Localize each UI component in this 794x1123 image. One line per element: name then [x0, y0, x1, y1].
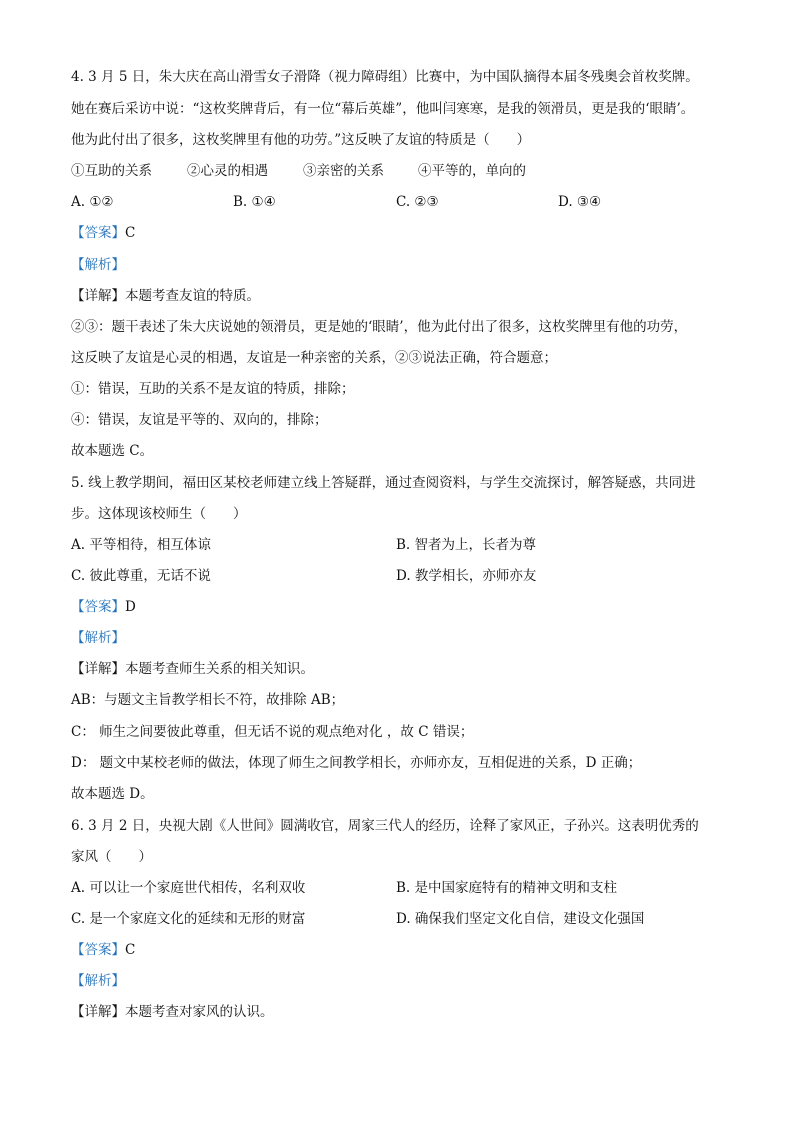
answer-tag: 【答案】 [71, 599, 125, 615]
question-4-detail-line-5: ④：错误，友谊是平等的、双向的，排除； [71, 412, 328, 428]
analysis-tag: 【解析】 [71, 973, 125, 989]
question-4-option-d: D. ③④ [558, 194, 602, 210]
question-5-analysis-tag [71, 628, 731, 648]
question-5-option-b: B. 智者为上，长者为尊 [396, 537, 537, 553]
detail-text: 本题考查友谊的特质。 [125, 288, 260, 304]
detail-tag: 【详解】 [71, 288, 125, 304]
question-4-option-a: A. ①② [71, 194, 114, 210]
question-4-stem-line-1: 4. 3 月 5 日，朱大庆在高山滑雪女子滑降（视力障碍组）比赛中，为中国队摘得本届冬残奥会首枚奖牌。 [71, 69, 699, 85]
question-4-detail-line-4: ①：错误，互助的关系不是友谊的特质，排除； [71, 381, 355, 397]
answer-value: C [125, 942, 136, 958]
question-4-option-c: C. ②③ [396, 194, 439, 210]
question-5-detail-line-3: C： 师生之间要彼此尊重，但无话不说的观点绝对化 ，故 C 错误； [71, 724, 474, 740]
question-4-answer [71, 223, 731, 243]
question-6-option-d: D. 确保我们坚定文化自信，建设文化强国 [396, 911, 645, 927]
question-6-analysis-tag [71, 971, 731, 991]
question-5-option-a: A. 平等相待，相互体谅 [71, 537, 211, 553]
question-5-detail-line-2: AB：与题文主旨教学相长不符，故排除 AB； [71, 692, 345, 708]
detail-text: 本题考查师生关系的相关知识。 [125, 661, 314, 677]
detail-text: 本题考查对家风的认识。 [125, 1004, 274, 1020]
question-4-stem-line-3: 他为此付出了很多，这枚奖牌里有他的功劳。”这反映了友谊的特质是（ ） [71, 132, 531, 148]
question-6-option-b: B. 是中国家庭特有的精神文明和支柱 [396, 880, 618, 896]
answer-tag: 【答案】 [71, 225, 125, 241]
question-4-analysis-tag [71, 255, 731, 275]
answer-value: C [125, 225, 136, 241]
detail-tag: 【详解】 [71, 1004, 125, 1020]
question-5-detail-line-4: D： 题文中某校老师的做法，体现了师生之间教学相长，亦师亦友，互相促进的关系，D 正确； [71, 755, 642, 771]
detail-tag: 【详解】 [71, 661, 125, 677]
analysis-tag: 【解析】 [71, 257, 125, 273]
question-5-option-d: D. 教学相长，亦师亦友 [396, 568, 537, 584]
question-5-option-c: C. 彼此尊重，无话不说 [71, 568, 211, 584]
question-4-statement-1: ①互助的关系 [71, 163, 152, 179]
question-4-statement-3: ③亲密的关系 [303, 163, 384, 179]
question-6-option-c: C. 是一个家庭文化的延续和无形的财富 [71, 911, 306, 927]
question-4-statement-4: ④平等的，单向的 [418, 163, 526, 179]
question-6-detail-line-1 [71, 1002, 731, 1022]
question-6-option-a: A. 可以让一个家庭世代相传，名利双收 [71, 880, 306, 896]
question-4-statement-2: ②心灵的相遇 [187, 163, 268, 179]
question-5-stem-line-2: 步。这体现该校师生（ ） [71, 506, 247, 522]
question-5-detail-line-1 [71, 659, 731, 679]
answer-tag: 【答案】 [71, 942, 125, 958]
question-4-stem-line-2: 她在赛后采访中说：“这枚奖牌背后，有一位“幕后英雄”，他叫闫寒寒，是我的领滑员，更是我的‘眼睛’。 [71, 101, 695, 117]
question-5-detail-line-5: 故本题选 D。 [71, 786, 154, 802]
answer-value: D [125, 599, 136, 615]
question-4-detail-line-6: 故本题选 C。 [71, 443, 154, 459]
question-4-detail-line-3: 这反映了友谊是心灵的相遇，友谊是一种亲密的关系，②③说法正确，符合题意； [71, 350, 557, 366]
question-5-stem-line-1: 5. 线上教学期间，福田区某校老师建立线上答疑群，通过查阅资料，与学生交流探讨，解答疑惑，共同进 [71, 475, 696, 491]
question-6-stem-line-1: 6. 3 月 2 日，央视大剧《人世间》圆满收官，周家三代人的经历，诠释了家风正，子孙兴。这表明优秀的 [71, 818, 699, 834]
question-4-detail-line-2: ②③：题干表述了朱大庆说她的领滑员，更是她的‘眼睛’，他为此付出了很多，这枚奖牌里有他的功劳， [71, 319, 688, 335]
question-6-answer [71, 940, 731, 960]
question-6-stem-line-2: 家风（ ） [71, 849, 152, 865]
analysis-tag: 【解析】 [71, 630, 125, 646]
question-4-option-b: B. ①④ [233, 194, 276, 210]
question-4-detail-line-1 [71, 286, 731, 306]
question-5-answer [71, 597, 731, 617]
